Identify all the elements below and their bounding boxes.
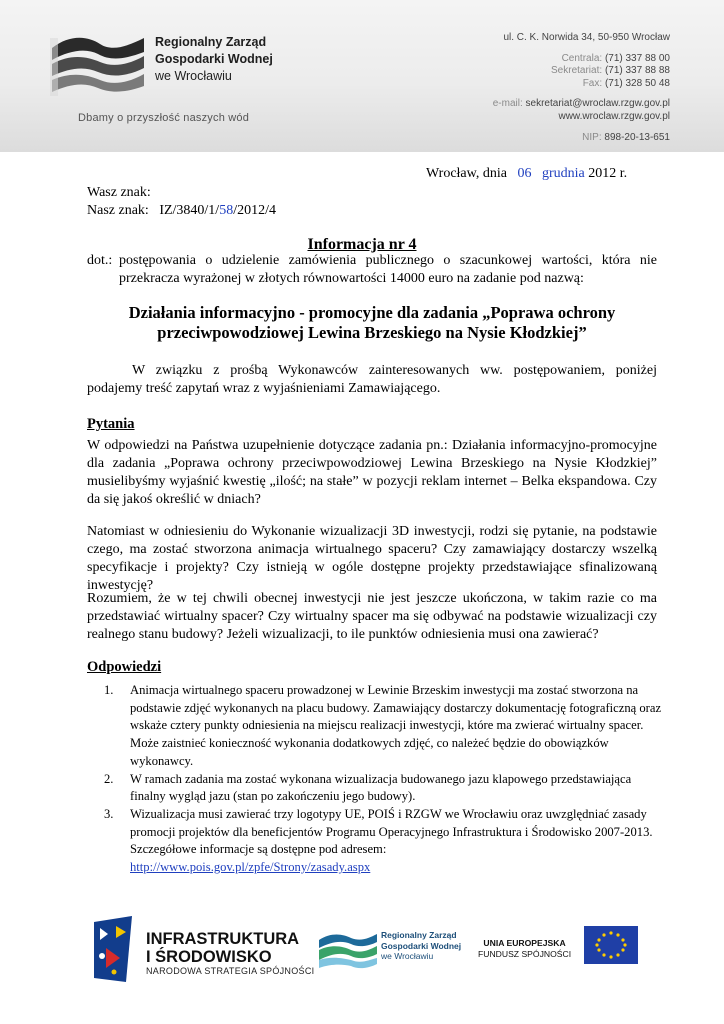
answer-item-3: 3. Wizualizacja musi zawierać trzy logotypy UE, POIŚ i RZGW we Wrocławiu oraz uwzględniać zasady promocji projektów dla beneficjentów Programu Operacyjnego Infrastruktura i Środowisko 2007-2013. Szczegółowe informacje są dostępne pod adresem: http://www.pois.gov.pl/zpfe/Strony/zasady.aspx: [104, 806, 653, 875]
website[interactable]: www.wroclaw.rzgw.gov.pl: [558, 110, 670, 122]
regarding: [87, 252, 657, 288]
question-paragraph-3: Rozumiem, że w tej chwili obecnej inwestycji nie jest jeszcze ukończona, w takim razie co ma przedstawiać wirtualny spacer? Czy wirtualny spacer ma się odbywać na podstawie wizualizacji czy realnego stanu budowy? Jeżeli wizualizacji, to ile punktów odniesienia musi ona zawierać?: [87, 591, 657, 642]
wasz-znak: Wasz znak:: [87, 185, 151, 200]
contact-block: [493, 32, 670, 144]
rzgw-footer-text: Regionalny Zarząd Gospodarki Wodnej we Wrocławiu: [381, 930, 462, 961]
email[interactable]: e-mail: sekretariat@wroclaw.rzgw.gov.pl: [492, 98, 670, 110]
eu-text: UNIA EUROPEJSKA FUNDUSZ SPÓJNOŚCI: [478, 938, 572, 959]
questions-heading: Pytania: [87, 416, 135, 432]
tagline: Dbamy o przyszłość naszych wód: [78, 112, 250, 124]
answers-list: [104, 682, 664, 877]
address: ul. C. K. Norwida 34, 50-950 Wrocław: [503, 32, 670, 43]
document-title: Informacja nr 4: [307, 236, 417, 253]
org-name-line3: we Wrocławiu: [155, 69, 232, 83]
org-name-line1: Regionalny Zarząd: [155, 35, 267, 49]
question-paragraph-1: W odpowiedzi na Państwa uzupełnienie dotyczące zadania pn.: Działania informacyjno-promocyjne dla zadania „Poprawa ochrony przeciwpowodziowej Lewina Brzeskiego na Nysie Kłodzkiej” musielibyśmy wyjaśnić kwestię „ilość; na stałe” w pozycji reklam internet – Belka ekspandowa. Czy da się jakoś określić w dniach?: [87, 438, 657, 507]
answer-item-1: 1. Animacja wirtualnego spaceru prowadzonej w Lewinie Brzeskim inwestycji ma zostać stworzona na podstawie zdjęć wykonanych na placu budowy. Zamawiający dostarczy dokumentację fotograficzną oraz wskaże cztery punkty odniesienia na miejscu realizacji inwestycji, które ma zwierać wirtualny spacer. Może zaistnieć konieczność wykonania dodatkowych zdjęć, co należeć będzie do obowiązków wykonawcy.: [104, 683, 662, 768]
footer-logos: [0, 908, 724, 998]
answers-heading: Odpowiedzi: [87, 659, 162, 675]
regarding-text: postępowania o udzielenie zamówienia publicznego o szacunkowej wartości, która nie przekracza wyrażonej w złotych równowartości 14000 euro na zadanie pod nazwą:: [119, 253, 657, 286]
rzgw-logo-icon: [48, 28, 148, 100]
intro-paragraph: W związku z prośbą Wykonawców zainteresowanych ww. postępowaniem, poniżej podajemy treść zapytań wraz z wyjaśnieniami Zamawiającego.: [87, 363, 657, 396]
nip: NIP: 898-20-13-651: [582, 131, 670, 143]
eu-flag-icon: [584, 926, 638, 964]
pois-link[interactable]: http://www.pois.gov.pl/zpfe/Strony/zasady.aspx: [130, 860, 371, 875]
nasz-znak: Nasz znak: IZ/3840/1/58/2012/4: [87, 203, 276, 218]
letter-date: Wrocław, dnia 06 grudnia 2012 r.: [426, 166, 628, 181]
infrastruktura-logo-icon: [92, 914, 142, 984]
org-name-line2: Gospodarki Wodnej: [155, 52, 273, 66]
infrastruktura-text: INFRASTRUKTURA I ŚRODOWISKO NARODOWA STRATEGIA SPÓJNOŚCI: [146, 930, 315, 976]
phone-sekretariat: Sekretariat: (71) 337 88 88: [551, 65, 670, 77]
fax: Fax: (71) 328 50 48: [582, 77, 670, 89]
regarding-label: dot.:: [87, 253, 113, 268]
answer-item-2: 2. W ramach zadania ma zostać wykonana wizualizacja budowanego jazu klapowego przedstawiająca finalny wygląd jazu (stan po zakończeniu jego budowy).: [104, 771, 632, 804]
letterhead: [0, 0, 724, 152]
question-paragraph-2: Natomiast w odniesieniu do Wykonanie wizualizacji 3D inwestycji, rodzi się pytanie, na podstawie czego, ma zostać stworzona animacja wirtualnego spaceru? Czy zamawiający dostarczy wszelką specyfikacje i projekty? Czy istnieją w ogóle dostępne projekty przedstawiające sfinalizowaną inwestycję?: [87, 524, 657, 593]
phone-centrala: Centrala: (71) 337 88 00: [561, 52, 670, 64]
subject-heading: Działania informacyjno - promocyjne dla zadania „Poprawa ochrony przeciwpowodziowej Lewina Brzeskiego na Nysie Kłodzkiej”: [128, 303, 616, 342]
org-name: [155, 34, 273, 85]
reference-numbers: [87, 184, 657, 220]
